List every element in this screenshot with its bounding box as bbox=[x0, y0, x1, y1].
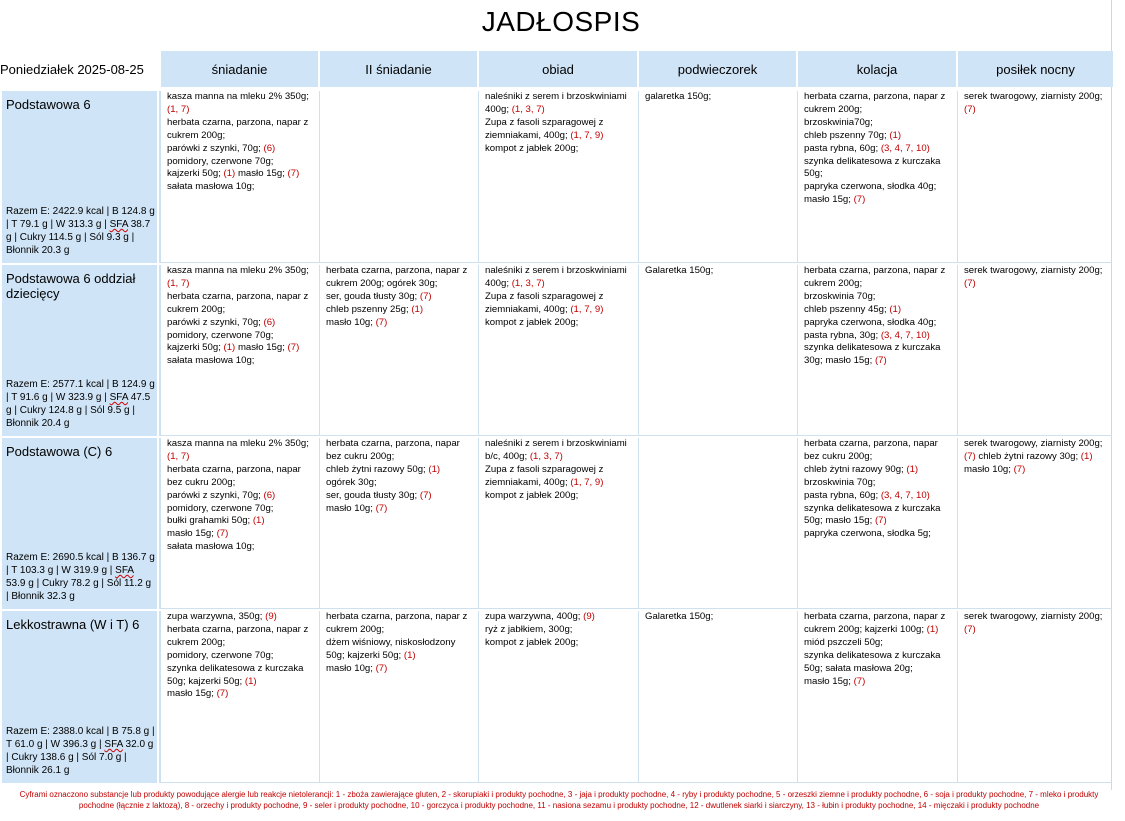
meal-item: kajzerki 100g; bbox=[864, 623, 927, 635]
column-header: II śniadanie bbox=[320, 51, 477, 87]
meal-item: serek twarogowy, ziarnisty 200g; bbox=[964, 91, 1103, 102]
sfa-label: SFA bbox=[109, 219, 128, 230]
meal-item: naleśniki z serem i brzoskwiniami 400g; bbox=[485, 91, 627, 115]
page-title: JADŁOSPIS bbox=[481, 6, 641, 37]
meal-item: herbata czarna, parzona, napar z cukrem 200g; bbox=[167, 623, 309, 648]
diet-name: Podstawowa 6 oddział dziecięcy bbox=[6, 271, 136, 301]
allergen-codes: (6) bbox=[263, 142, 276, 154]
meal-cell bbox=[319, 91, 478, 263]
meal-item: naleśniki z serem i brzoskwiniami 400g; bbox=[485, 265, 627, 289]
nutrition-text: Razem E: 2577.1 kcal | B 124.9 g | T 91.6 g | W 323.9 g | bbox=[6, 379, 155, 403]
meal-item: szynka delikatesowa z kurczaka 50g; bbox=[804, 155, 941, 180]
meal-item: ogórek 30g; bbox=[326, 476, 377, 488]
allergen-codes: (1) bbox=[428, 463, 441, 475]
allergen-codes: (1) bbox=[889, 303, 902, 315]
meal-cell bbox=[638, 91, 797, 263]
allergen-codes: (7) bbox=[853, 194, 866, 206]
column-header: śniadanie bbox=[161, 51, 318, 87]
meal-item: masło 15g; bbox=[825, 355, 875, 367]
meal-item: sałata masłowa 10g; bbox=[167, 355, 255, 367]
allergen-codes: (6) bbox=[263, 489, 276, 501]
meal-item: chleb żytni razowy 90g; bbox=[804, 463, 907, 475]
allergen-codes: (1) bbox=[403, 649, 416, 661]
meal-cell bbox=[159, 265, 319, 436]
allergen-codes: (3, 4, 7, 10) bbox=[880, 142, 930, 154]
nutrition-text: Razem E: 2422.9 kcal | B 124.8 g | T 79.1 g | W 313.3 g | bbox=[6, 206, 155, 230]
meal-item: pomidory, czerwone 70g; bbox=[167, 155, 274, 167]
nutrition-text: Razem E: 2388.0 kcal | B 75.8 g | T 61.0 g | W 396.3 g | bbox=[6, 726, 155, 750]
meal-item: szynka delikatesowa z kurczaka 50g; bbox=[804, 649, 941, 674]
meal-item: herbata czarna, parzona, napar bez cukru 200g; bbox=[804, 438, 938, 462]
meal-item: brzoskwinia70g; bbox=[804, 116, 873, 128]
date-label: Poniedziałek 2025-08-25 bbox=[0, 62, 144, 77]
allergen-codes: (1) bbox=[252, 515, 265, 527]
allergen-codes: (3, 4, 7, 10) bbox=[880, 329, 930, 341]
meal-cell bbox=[319, 611, 478, 783]
meal-item: kajzerki 50g; bbox=[167, 168, 224, 180]
meal-item: pasta rybna, 60g; bbox=[804, 489, 881, 501]
meal-item: Zupa z fasoli szparagowej z ziemniakami, 400g; bbox=[485, 116, 604, 141]
meal-item: parówki z szynki, 70g; bbox=[167, 142, 264, 154]
meal-cell bbox=[957, 438, 1112, 609]
allergen-codes: (1, 3, 7) bbox=[511, 277, 545, 289]
nutrition-summary bbox=[6, 378, 155, 430]
meal-item: masło 15g; bbox=[804, 675, 854, 687]
allergen-codes: (7) bbox=[287, 342, 300, 354]
meal-item: pomidory, czerwone 70g; bbox=[167, 502, 274, 514]
meal-item: masło 15g; bbox=[804, 194, 854, 206]
meal-item: pomidory, czerwone 70g; bbox=[167, 649, 274, 661]
meal-cell bbox=[638, 265, 797, 436]
meal-item: serek twarogowy, ziarnisty 200g; bbox=[964, 265, 1103, 276]
meal-cell bbox=[478, 438, 638, 609]
meal-item: kajzerki 50g; bbox=[347, 649, 404, 661]
meal-item: kasza manna na mleku 2% 350g; bbox=[167, 265, 309, 276]
diet-name: Lekkostrawna (W i T) 6 bbox=[6, 617, 140, 632]
meal-cell bbox=[957, 265, 1112, 436]
meal-item: ser, gouda tłusty 30g; bbox=[326, 489, 420, 501]
diet-row-header bbox=[2, 611, 157, 783]
allergen-codes: (7) bbox=[1013, 463, 1026, 475]
allergen-codes: (7) bbox=[375, 662, 388, 674]
meal-cell bbox=[957, 91, 1112, 263]
meal-item: masło 15g; bbox=[237, 342, 288, 354]
nutrition-text: 53.9 g | Cukry 78.2 g | Sól 11.2 g | Błonnik 32.3 g bbox=[6, 578, 152, 602]
meal-item: miód pszczeli 50g; bbox=[804, 636, 883, 648]
meal-item: chleb żytni razowy 30g; bbox=[978, 450, 1081, 462]
meal-item: ser, gouda tłusty 30g; bbox=[326, 290, 420, 302]
meal-item: masło 10g; bbox=[964, 463, 1014, 475]
meal-item: szynka delikatesowa z kurczaka 50g; bbox=[167, 662, 304, 687]
meal-item: herbata czarna, parzona, napar z cukrem 200g; bbox=[167, 290, 309, 315]
allergen-codes: (1) bbox=[1080, 450, 1093, 462]
sfa-label: SFA bbox=[115, 565, 134, 576]
meal-item: masło 15g; bbox=[167, 528, 217, 540]
allergen-codes: (7) bbox=[964, 103, 976, 115]
allergen-codes: (1, 3, 7) bbox=[511, 103, 545, 115]
meal-item: szynka delikatesowa z kurczaka 30g; bbox=[804, 342, 941, 367]
allergen-codes: (1, 7) bbox=[167, 277, 190, 289]
column-header: obiad bbox=[479, 51, 637, 87]
meal-item: kasza manna na mleku 2% 350g; bbox=[167, 438, 309, 449]
meal-item: kompot z jabłek 200g; bbox=[485, 142, 579, 154]
column-header: podwieczorek bbox=[639, 51, 796, 87]
meal-item: papryka czerwona, słodka 5g; bbox=[804, 528, 931, 540]
meal-cell bbox=[957, 611, 1112, 783]
meal-item: parówki z szynki, 70g; bbox=[167, 316, 264, 328]
allergen-codes: (1) bbox=[223, 168, 236, 180]
nutrition-summary bbox=[6, 205, 155, 257]
nutrition-text: 32.0 g | Cukry 138.6 g | Sól 7.0 g | Błonnik 26.1 g bbox=[6, 739, 154, 776]
meal-item: chleb żytni razowy 50g; bbox=[326, 463, 429, 475]
allergen-codes: (1, 7, 9) bbox=[570, 129, 604, 141]
allergen-codes: (1, 7, 9) bbox=[570, 476, 604, 488]
meal-item: papryka czerwona, słodka 40g; bbox=[804, 316, 937, 328]
column-header: kolacja bbox=[798, 51, 956, 87]
allergen-codes: (7) bbox=[419, 290, 432, 302]
allergen-codes: (1) bbox=[223, 342, 236, 354]
meal-cell bbox=[797, 438, 957, 609]
diet-row-header bbox=[2, 438, 157, 609]
meal-item: chleb pszenny 45g; bbox=[804, 303, 890, 315]
allergen-codes: (7) bbox=[874, 355, 887, 367]
meal-cell bbox=[638, 438, 797, 609]
meal-cell bbox=[797, 611, 957, 783]
meal-item: kasza manna na mleku 2% 350g; bbox=[167, 91, 309, 102]
allergen-codes: (1) bbox=[889, 129, 902, 141]
allergen-codes: (7) bbox=[853, 675, 866, 687]
meal-item: masło 15g; bbox=[167, 688, 217, 700]
meal-item: masło 10g; bbox=[326, 502, 376, 514]
meal-item: sałata masłowa 10g; bbox=[167, 541, 255, 553]
meal-item: ryż z jabłkiem, 300g; bbox=[485, 623, 573, 635]
allergen-codes: (1, 7) bbox=[167, 103, 190, 115]
meal-cell bbox=[478, 265, 638, 436]
meal-item: masło 10g; bbox=[326, 316, 376, 328]
meal-item: kompot z jabłek 200g; bbox=[485, 489, 579, 501]
meal-item: kajzerki 50g; bbox=[167, 342, 224, 354]
column-header: posiłek nocny bbox=[958, 51, 1113, 87]
allergen-codes: (3, 4, 7, 10) bbox=[880, 489, 930, 501]
allergen-codes: (6) bbox=[263, 316, 276, 328]
meal-item: sałata masłowa 20g; bbox=[825, 662, 913, 674]
meal-cell bbox=[159, 91, 319, 263]
allergen-codes: (7) bbox=[964, 277, 976, 289]
allergen-codes: (1) bbox=[411, 303, 424, 315]
meal-item: Galaretka 150g; bbox=[645, 265, 714, 276]
meal-item: zupa warzywna, 350g; bbox=[167, 611, 266, 622]
meal-item: herbata czarna, parzona, napar z cukrem 200g; bbox=[326, 265, 468, 289]
meal-item: pasta rybna, 60g; bbox=[804, 142, 881, 154]
meal-item: masło 15g; bbox=[237, 168, 288, 180]
allergen-codes: (1, 3, 7) bbox=[529, 450, 563, 462]
allergen-codes: (7) bbox=[216, 688, 229, 700]
allergen-codes: (7) bbox=[375, 316, 388, 328]
meal-item: herbata czarna, parzona, napar z cukrem 200g; bbox=[804, 611, 946, 635]
meal-cell bbox=[797, 91, 957, 263]
meal-item: szynka delikatesowa z kurczaka 50g; bbox=[804, 502, 941, 527]
meal-cell bbox=[478, 91, 638, 263]
nutrition-text: 38.7 g | Cukry 114.5 g | Sól 9.3 g | Błonnik 20.3 g bbox=[6, 219, 151, 256]
meal-item: kompot z jabłek 200g; bbox=[485, 316, 579, 328]
allergen-codes: (1, 7, 9) bbox=[570, 303, 604, 315]
meal-cell bbox=[638, 611, 797, 783]
allergen-codes: (1, 7) bbox=[167, 450, 190, 462]
meal-item: Galaretka 150g; bbox=[645, 611, 714, 622]
meal-item: parówki z szynki, 70g; bbox=[167, 489, 264, 501]
allergen-codes: (1) bbox=[906, 463, 919, 475]
meal-item: herbata czarna, parzona, napar z cukrem 200g; bbox=[167, 116, 309, 141]
allergen-codes: (7) bbox=[287, 168, 300, 180]
meal-cell bbox=[159, 438, 319, 609]
meal-item: papryka czerwona, słodka 40g; bbox=[804, 181, 937, 193]
allergen-legend: Cyframi oznaczono substancje lub produkty powodujące alergie lub reakcje nietolerancji: 1 - zboża zawierające gluten, 2 - skorupiaki i produkty pochodne, 3 - jaja i produkty pochodne, 4 - ryby i produkty pochodne, 5 - orzeszki ziemne i produkty pochodne, 6 - soja i produkty pochodne, 7 - mleko i produkty pochodne (łącznie z laktozą), 8 - orzechy i produkty pochodne, 9 - seler i produkty pochodne, 10 - gorczyca i produkty pochodne, 11 - nasiona sezamu i produkty pochodne, 12 - dwutlenek siarki i siarczyny, 13 - łubin i produkty pochodne, 14 - mięczaki i produkty pochodne bbox=[19, 790, 1099, 810]
meal-item: kompot z jabłek 200g; bbox=[485, 636, 579, 648]
meal-item: sałata masłowa 10g; bbox=[167, 181, 255, 193]
allergen-codes: (9) bbox=[583, 611, 595, 622]
meal-item: herbata czarna, parzona, napar z cukrem 200g; bbox=[804, 91, 946, 115]
meal-item: zupa warzywna, 400g; bbox=[485, 611, 584, 622]
nutrition-text: 47.5 g | Cukry 124.8 g | Sól 9.5 g | Błonnik 20.4 g bbox=[6, 392, 151, 429]
meal-cell bbox=[159, 611, 319, 783]
nutrition-summary bbox=[6, 725, 155, 777]
meal-item: ogórek 30g; bbox=[386, 277, 438, 289]
allergen-codes: (7) bbox=[964, 450, 976, 462]
meal-item: herbata czarna, parzona, napar bez cukru 200g; bbox=[326, 438, 460, 462]
nutrition-summary bbox=[6, 551, 155, 603]
meal-item: pomidory, czerwone 70g; bbox=[167, 329, 274, 341]
meal-item: pasta rybna, 30g; bbox=[804, 329, 881, 341]
nutrition-text: Razem E: 2690.5 kcal | B 136.7 g | T 103.3 g | W 319.9 g | bbox=[6, 552, 155, 576]
meal-item: herbata czarna, parzona, napar bez cukru 200g; bbox=[167, 463, 301, 488]
meal-item: naleśniki z serem i brzoskwiniami b/c, 400g; bbox=[485, 438, 627, 462]
allergen-codes: (7) bbox=[419, 489, 432, 501]
meal-item: Zupa z fasoli szparagowej z ziemniakami, 400g; bbox=[485, 290, 604, 315]
meal-item: serek twarogowy, ziarnisty 200g; bbox=[964, 611, 1103, 622]
allergen-codes: (1) bbox=[244, 675, 257, 687]
allergen-codes: (7) bbox=[874, 515, 887, 527]
diet-name: Podstawowa (C) 6 bbox=[6, 444, 113, 459]
meal-item: chleb pszenny 25g; bbox=[326, 303, 412, 315]
meal-item: brzoskwinia 70g; bbox=[804, 290, 876, 302]
meal-item: herbata czarna, parzona, napar z cukrem 200g; bbox=[804, 265, 946, 289]
meal-item: masło 15g; bbox=[825, 515, 875, 527]
meal-item: chleb pszenny 70g; bbox=[804, 129, 890, 141]
meal-item: dżem wiśniowy, niskosłodzony 50g; bbox=[326, 636, 456, 661]
meal-item: masło 10g; bbox=[326, 662, 376, 674]
sfa-label: SFA bbox=[109, 392, 128, 403]
meal-item: brzoskwinia 70g; bbox=[804, 476, 876, 488]
diet-name: Podstawowa 6 bbox=[6, 97, 91, 112]
meal-cell bbox=[319, 438, 478, 609]
allergen-codes: (1) bbox=[926, 623, 939, 635]
meal-item: bułki grahamki 50g; bbox=[167, 515, 253, 527]
meal-cell bbox=[319, 265, 478, 436]
sfa-label: SFA bbox=[104, 739, 123, 750]
meal-item: Zupa z fasoli szparagowej z ziemniakami, 400g; bbox=[485, 463, 604, 488]
diet-row-header bbox=[2, 91, 157, 263]
diet-row-header bbox=[2, 265, 157, 436]
meal-item: kajzerki 50g; bbox=[188, 675, 245, 687]
meal-cell bbox=[478, 611, 638, 783]
allergen-codes: (7) bbox=[375, 502, 388, 514]
allergen-codes: (9) bbox=[265, 611, 277, 622]
meal-item: serek twarogowy, ziarnisty 200g; bbox=[964, 438, 1103, 449]
meal-item: galaretka 150g; bbox=[645, 91, 712, 102]
meal-cell bbox=[797, 265, 957, 436]
meal-item: herbata czarna, parzona, napar z cukrem 200g; bbox=[326, 611, 468, 635]
allergen-codes: (7) bbox=[216, 528, 229, 540]
allergen-codes: (7) bbox=[964, 623, 976, 635]
